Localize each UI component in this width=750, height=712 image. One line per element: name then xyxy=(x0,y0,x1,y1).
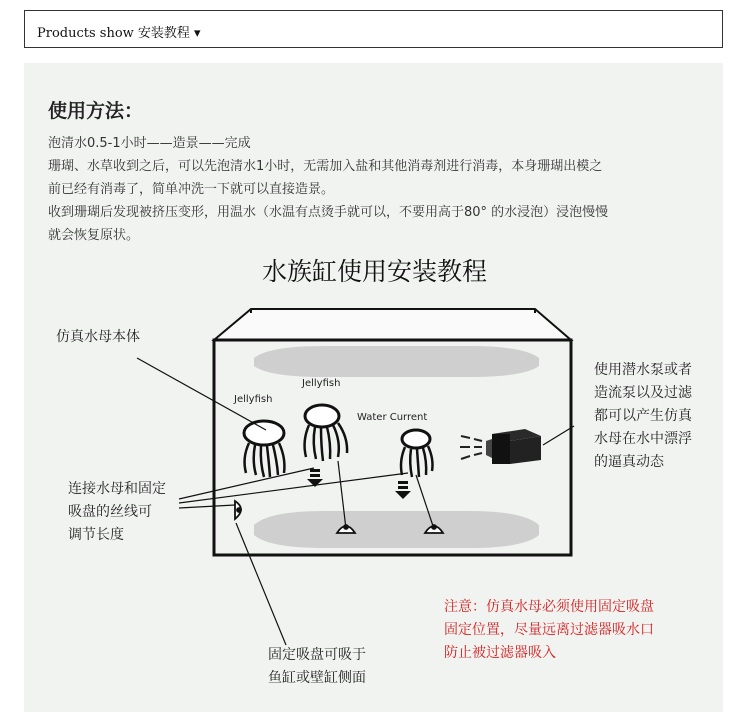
callout-pump: 使用潜水泵或者 造流泵以及过滤 都可以产生仿真 水母在水中漂浮 的逼真动态 xyxy=(594,362,692,470)
header-bar[interactable] xyxy=(24,10,723,48)
header-title: Products show 安装教程 ▾ xyxy=(37,26,201,41)
usage-line: 泡清水0.5-1小时——造景——完成 xyxy=(48,136,251,151)
diagram-title: 水族缸使用安装教程 xyxy=(262,257,488,286)
usage-title: 使用方法： xyxy=(48,100,144,122)
water-current-label: Water Current xyxy=(357,412,428,423)
water-flow-lines xyxy=(460,436,482,459)
usage-line: 就会恢复原状。 xyxy=(48,228,140,243)
callout-jellyfish-body: 仿真水母本体 xyxy=(56,329,140,345)
callout-suction-cup: 固定吸盘可吸于 鱼缸或壁缸侧面 xyxy=(268,647,366,686)
jellyfish-middle-icon xyxy=(305,405,348,461)
jellyfish-label-middle: Jellyfish xyxy=(302,378,341,389)
usage-line: 收到珊瑚后发现被挤压变形，用温水（水温有点烫手就可以，不要用高于80° 的水浸泡）浸泡慢慢 xyxy=(48,205,609,220)
callout-note: 注意：仿真水母必须使用固定吸盘 固定位置，尽量远离过滤器吸水口 防止被过滤器吸入 xyxy=(444,599,654,661)
jellyfish-label-left: Jellyfish xyxy=(234,394,273,405)
content-panel xyxy=(24,63,723,712)
down-arrow-icon xyxy=(395,481,411,499)
side-suction-cup-icon xyxy=(235,501,241,519)
usage-line: 前已经有消毒了，简单冲洗一下就可以直接造景。 xyxy=(48,182,335,197)
water-surface-band xyxy=(254,346,539,377)
usage-line: 珊瑚、水草收到之后，可以先泡清水1小时，无需加入盐和其他消毒剂进行消毒，本身珊瑚出模之 xyxy=(48,159,603,174)
jellyfish-right-icon xyxy=(401,430,433,477)
callout-string-length: 连接水母和固定 吸盘的丝线可 调节长度 xyxy=(68,481,166,543)
tank-floor-band xyxy=(254,511,539,548)
pump-icon xyxy=(486,429,541,464)
